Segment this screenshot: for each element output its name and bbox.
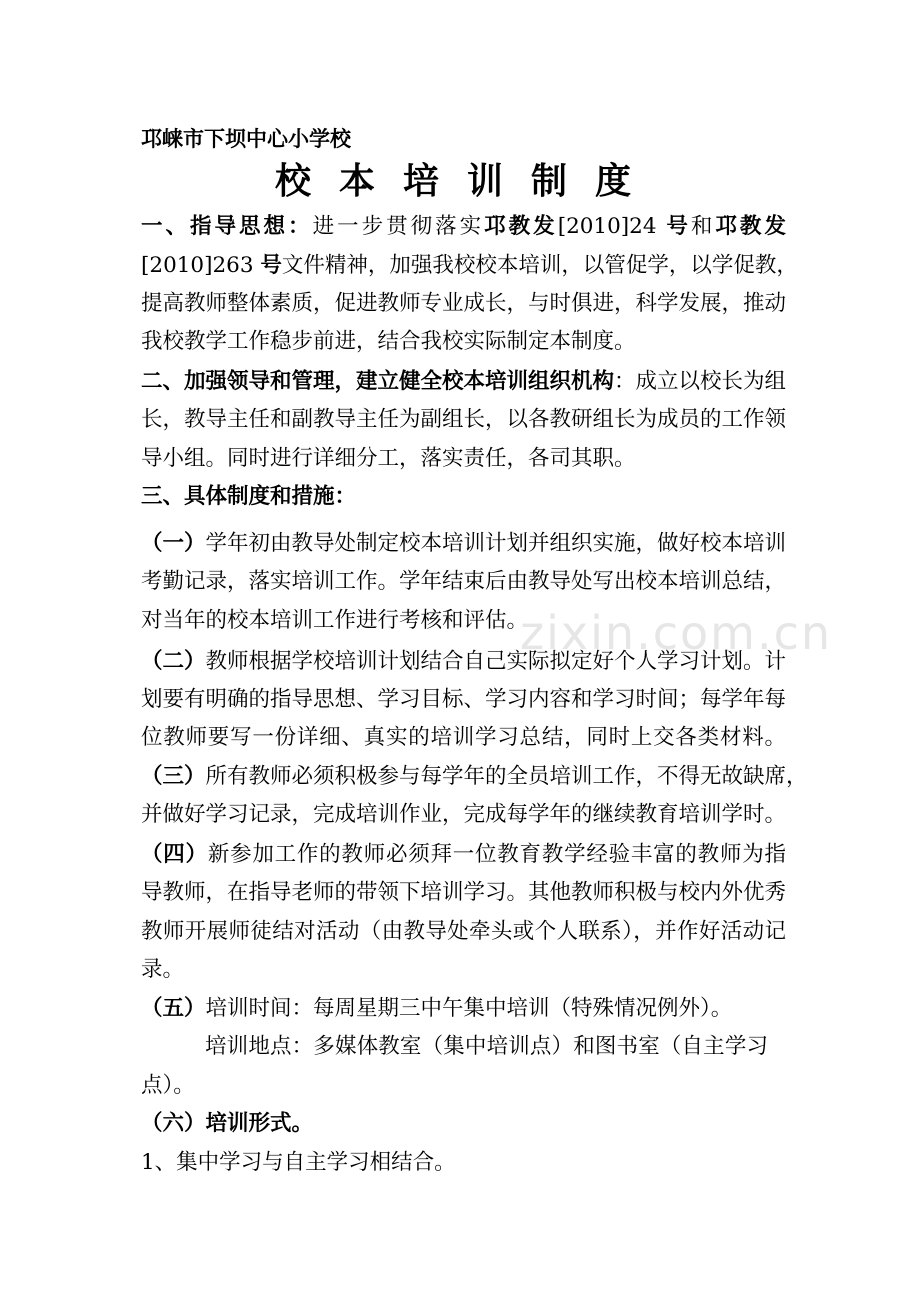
item1-line1 (141, 528, 786, 559)
doc-ref-suffix: 号 (666, 214, 691, 239)
section1-line4: 我校教学工作稳步前进，结合我校实际制定本制度。 (141, 329, 636, 354)
item5-line3: 点）。 (141, 1073, 195, 1098)
section1-text: 进一步贯彻落实 (312, 214, 485, 239)
item4-line3: 教师开展师徒结对活动（由教导处牵头或个人联系），并作好活动记 (141, 919, 786, 944)
section1-line1 (141, 211, 786, 242)
doc-ref-number: [2010]263 (141, 253, 261, 278)
item1-line3: 对当年的校本培训工作进行考核和评估。 (141, 608, 529, 633)
item4-line2: 导教师，在指导老师的带领下培训学习。其他教师积极与校内外优秀 (141, 880, 787, 905)
section1-line2 (141, 250, 798, 281)
item5-text: 培训时间：每周星期三中午集中培训（特殊情况例外）。 (205, 996, 733, 1021)
item6-heading (141, 1108, 786, 1139)
section1-heading: 一、指导思想： (141, 214, 313, 239)
item5-line1 (141, 993, 786, 1024)
item2-line2: 划要有明确的指导思想、学习目标、学习内容和学习时间；每学年每 (141, 687, 787, 712)
item1-text: 学年初由教导处制定校本培训计划并组织实施，做好校本培训 (205, 531, 787, 556)
item4-line4: 录。 (141, 957, 185, 982)
section2-text: ：成立以校长为组 (614, 369, 787, 394)
watermark: zixin.com.cn (520, 606, 833, 660)
page-title: 校本培训制度 (274, 161, 659, 202)
item1-line2: 考勤记录，落实培训工作。学年结束后由教导处写出校本培训总结， (141, 569, 787, 594)
item5-line2: 培训地点：多媒体教室（集中培训点）和图书室（自主学习 (205, 1034, 768, 1059)
school-name: 邛崃市下坝中心小学校 (141, 127, 351, 151)
item6-heading-text: （六）培训形式。 (141, 1111, 314, 1136)
doc-ref: 邛教发 (484, 214, 558, 239)
item5-label: （五） (141, 996, 206, 1021)
item6-point1: 1、集中学习与自主学习相结合。 (141, 1150, 456, 1175)
item4-label: （四） (141, 842, 208, 867)
doc-ref: 邛教发 (715, 214, 786, 239)
conjunction: 和 (690, 214, 716, 239)
section2-heading: 二、加强领导和管理，建立健全校本培训组织机构 (141, 369, 615, 394)
item2-text: 教师根据学校培训计划结合自己实际拟定好个人学习计划。计 (205, 649, 787, 674)
item4-line1 (141, 839, 786, 870)
section2-line1 (141, 366, 786, 397)
item2-line3: 位教师要写一份详细、真实的培训学习总结，同时上交各类材料。 (141, 725, 786, 750)
section1-text: 文件精神，加强我校校本培训，以管促学，以学促教， (281, 253, 798, 278)
item3-label: （三） (141, 764, 206, 789)
item4-text: 新参加工作的教师必须拜一位教育教学经验丰富的教师为指 (207, 842, 786, 867)
item1-label: （一） (141, 531, 206, 556)
section2-line2: 长，教导主任和副教导主任为副组长，以各教研组长为成员的工作领 (141, 407, 787, 432)
item3-line2: 并做好学习记录，完成培训作业，完成每学年的继续教育培训学时。 (141, 802, 787, 827)
section3-heading (141, 481, 786, 512)
item3-text: 所有教师必须积极参与每学年的全员培训工作，不得无故缺席， (205, 764, 808, 789)
doc-ref-suffix: 号 (260, 253, 282, 278)
item3-line1 (141, 761, 808, 792)
section1-line3: 提高教师整体素质，促进教师专业成长，与时俱进，科学发展，推动 (141, 291, 787, 316)
item2-label: （二） (141, 649, 206, 674)
doc-ref-number: [2010]24 (557, 214, 667, 239)
section2-line3: 导小组。同时进行详细分工，落实责任，各司其职。 (141, 446, 636, 471)
section3-heading-text: 三、具体制度和措施： (141, 484, 357, 509)
